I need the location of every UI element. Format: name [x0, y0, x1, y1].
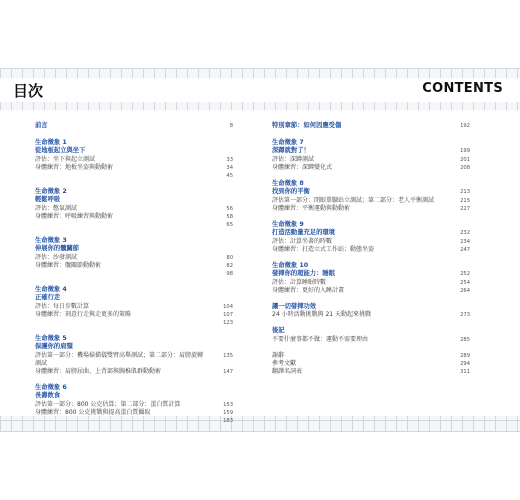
toc-entry-title: 生命徵象 8: [272, 179, 304, 187]
toc-entry[interactable]: [35, 254, 233, 262]
toc-entry[interactable]: [35, 311, 233, 319]
toc-heading[interactable]: [272, 122, 470, 131]
toc-heading[interactable]: [35, 122, 233, 131]
toc-entry-title: 後記: [272, 327, 285, 334]
toc-entry-title: 生命徵象 3: [35, 236, 67, 244]
toc-page-number: 199: [460, 148, 470, 154]
toc-heading[interactable]: [35, 147, 233, 156]
toc-heading[interactable]: [35, 245, 233, 254]
toc-heading[interactable]: [35, 188, 233, 197]
toc-entry[interactable]: [35, 270, 233, 278]
toc-entry[interactable]: [35, 417, 233, 425]
toc-section: [35, 384, 233, 425]
toc-entry[interactable]: [35, 172, 233, 180]
toc-heading[interactable]: [272, 147, 470, 156]
toc-entry[interactable]: [35, 352, 233, 368]
toc-page-number: 147: [223, 368, 233, 375]
toc-entry-title: 輕鬆呼吸: [35, 196, 61, 203]
toc-entry-title: 謝辭: [272, 351, 285, 359]
toc-entry-title: 生命徵象 10: [272, 261, 309, 269]
toc-entry-title: 評估第一部分：800 公克估算；第二部分：蛋白質計算: [35, 400, 181, 408]
toc-section: [272, 262, 470, 295]
toc-page-number: 252: [460, 271, 470, 277]
toc-heading[interactable]: [35, 343, 233, 352]
toc-entry-title: 長壽飲食: [35, 392, 61, 399]
toc-entry[interactable]: [272, 205, 470, 213]
toc-section: [35, 139, 233, 180]
toc-page-number: 285: [460, 336, 470, 343]
toc-section: [35, 335, 233, 376]
toc-page-number: 192: [460, 123, 470, 129]
toc-entry-title: 身體練習：髖關節動動術: [35, 261, 102, 269]
toc-entry-title: 評估：計算坐著的時數: [272, 237, 333, 245]
toc-page-number: 234: [460, 238, 470, 245]
toc-entry-title: 評估：計算睡眠時數: [272, 278, 327, 286]
toc-heading[interactable]: [35, 384, 233, 393]
toc-page-number: 183: [223, 417, 233, 424]
toc-page-number: 34: [226, 164, 233, 171]
toc-heading[interactable]: [272, 221, 470, 230]
toc-entry-title: 讓一切發揮功效: [272, 302, 317, 310]
toc-entry-title: 身體練習：打造立式工作站；動態坐姿: [272, 245, 375, 253]
toc-heading[interactable]: [272, 139, 470, 148]
toc-heading[interactable]: [272, 303, 470, 312]
toc-page-number: 56: [226, 205, 233, 212]
toc-entry-title: 生命徵象 5: [35, 334, 67, 342]
toc-page-number: 227: [460, 205, 470, 212]
toc-heading[interactable]: [272, 229, 470, 238]
toc-entry[interactable]: [35, 409, 233, 417]
toc-entry-title: 伸展你的髖關節: [35, 245, 80, 252]
toc-page-number: 98: [226, 270, 233, 277]
toc-heading[interactable]: [35, 237, 233, 246]
toc-entry[interactable]: [35, 221, 233, 229]
toc-entry[interactable]: [35, 401, 233, 409]
toc-page-number: 8: [229, 123, 233, 129]
toc-entry-title: 找到你的平衡: [272, 188, 310, 195]
toc-heading[interactable]: [272, 270, 470, 279]
toc-entry-title: 生命徵象 2: [35, 187, 67, 195]
toc-entry[interactable]: [35, 319, 233, 327]
toc-section: [272, 122, 470, 131]
toc-page-number: 311: [460, 368, 470, 375]
toc-entry[interactable]: [35, 156, 233, 164]
toc-section: [272, 303, 470, 320]
toc-page-number: 135: [223, 352, 233, 359]
right-column: [272, 122, 470, 384]
toc-entry[interactable]: [272, 279, 470, 287]
toc-entry-title: 評估第一部分：機場掃描儀雙臂高舉測試；第二部分：肩膀旋轉測試: [35, 351, 204, 367]
toc-entry-title: 身體練習：刻意行走與走更多的策略: [35, 310, 132, 318]
toc-entry-title: 特別章節：如何因應受傷: [272, 122, 342, 129]
toc-page-number: 294: [460, 360, 470, 367]
toc-page-number: 104: [223, 303, 233, 310]
title-english: CONTENTS: [422, 81, 503, 96]
toc-entry-title: 不要什麼事都不做：運動不需要理由: [272, 335, 369, 343]
toc-page-number: 264: [460, 287, 470, 294]
toc-page-number: 213: [460, 189, 470, 195]
toc-entry-title: 評估：憋氣測試: [35, 204, 78, 212]
toc-entry-title: 打造活動量充足的環境: [272, 229, 335, 236]
toc-section: [272, 180, 470, 213]
toc-page-number: 289: [460, 352, 470, 359]
toc-entry[interactable]: [35, 262, 233, 270]
toc-heading[interactable]: [272, 262, 470, 271]
toc-page-number: 58: [226, 213, 233, 220]
toc-section: [272, 327, 470, 344]
toc-entry-title: 生命徵象 6: [35, 383, 67, 391]
toc-page-number: 208: [460, 164, 470, 171]
toc-entry-title: 保護你的肩頸: [35, 343, 73, 350]
toc-entry-title: 評估：沙發測試: [35, 253, 78, 261]
toc-page-number: 33: [226, 156, 233, 163]
toc-page-number: 153: [223, 401, 233, 408]
toc-entry-title: 評估：坐下與起立測試: [35, 155, 96, 163]
toc-entry-title: 深蹲就對了！: [272, 147, 310, 154]
toc-entry[interactable]: [272, 352, 470, 360]
toc-page-number: 123: [223, 319, 233, 326]
toc-entry[interactable]: [35, 303, 233, 311]
toc-entry-title: 身體練習：肩膀屈曲、上背部與胸椎肌群動動術: [35, 367, 162, 375]
toc-section: [272, 221, 470, 254]
toc-entry[interactable]: [272, 311, 470, 319]
toc-entry[interactable]: [272, 246, 470, 254]
toc-section: [35, 286, 233, 327]
toc-heading[interactable]: [35, 139, 233, 148]
toc-entry[interactable]: [272, 156, 470, 164]
toc-page-number: 107: [223, 311, 233, 318]
contents-panel: [0, 110, 520, 424]
title-chinese: 目次: [13, 82, 44, 100]
toc-entry-title: 24 小時活動挑戰與 21 天動起來挑戰: [272, 311, 371, 318]
toc-entry[interactable]: [35, 368, 233, 376]
toc-entry-title: 前言: [35, 122, 48, 129]
toc-entry-title: 身體練習：地板坐姿與動動術: [35, 163, 114, 171]
toc-entry-title: 生命徵象 1: [35, 138, 67, 146]
toc-page-number: 201: [460, 156, 470, 163]
toc-page-number: 232: [460, 230, 470, 236]
toc-page-number: 159: [223, 409, 233, 416]
toc-entry[interactable]: [272, 164, 470, 172]
toc-section: [272, 352, 470, 376]
toc-entry-title: 評估：深蹲測試: [272, 155, 315, 163]
toc-entry-title: 身體練習：更好的入睡計畫: [272, 286, 345, 294]
toc-page-number: 254: [460, 279, 470, 286]
toc-entry[interactable]: [272, 238, 470, 246]
toc-heading[interactable]: [35, 294, 233, 303]
toc-entry-title: 身體練習：深蹲變化式: [272, 163, 333, 171]
toc-section: [35, 237, 233, 278]
toc-heading[interactable]: [272, 180, 470, 189]
toc-page-number: 80: [226, 254, 233, 261]
toc-page-number: 45: [226, 172, 233, 179]
toc-entry-title: 發揮你的超能力：睡眠: [272, 270, 335, 277]
toc-page-number: 65: [226, 221, 233, 228]
toc-page-number: 82: [226, 262, 233, 269]
toc-entry[interactable]: [272, 287, 470, 295]
toc-entry[interactable]: [35, 205, 233, 213]
toc-page-number: 273: [460, 312, 470, 318]
toc-entry[interactable]: [35, 164, 233, 172]
toc-entry-title: 生命徵象 9: [272, 220, 304, 228]
toc-heading[interactable]: [35, 392, 233, 401]
toc-page-number: 215: [460, 197, 470, 204]
toc-heading[interactable]: [35, 335, 233, 344]
toc-entry-title: 身體練習：800 公克挑戰與提高蛋白質攝取: [35, 408, 151, 416]
toc-entry-title: 正確行走: [35, 294, 61, 301]
toc-entry-title: 身體練習：平衡運動與動動術: [272, 204, 351, 212]
toc-heading[interactable]: [272, 188, 470, 197]
toc-entry[interactable]: [272, 368, 470, 376]
toc-entry-title: 生命徵象 7: [272, 138, 304, 146]
toc-entry-title: 翻譯名詞表: [272, 367, 303, 375]
toc-entry-title: 參考文獻: [272, 359, 297, 367]
toc-section: [272, 139, 470, 172]
left-column: [35, 122, 233, 433]
toc-entry[interactable]: [35, 213, 233, 221]
toc-page-number: 247: [460, 246, 470, 253]
toc-entry-title: 身體練習：呼吸練習與動動術: [35, 212, 114, 220]
toc-entry-title: 從地板起立與坐下: [35, 147, 86, 154]
toc-entry-title: 評估第一部分：閉眼單腳站立測試；第二部分：老人平衡測試: [272, 196, 435, 204]
toc-heading[interactable]: [35, 196, 233, 205]
toc-section: [35, 122, 233, 131]
toc-entry[interactable]: [272, 336, 470, 344]
toc-heading[interactable]: [35, 286, 233, 295]
toc-section: [35, 188, 233, 229]
toc-entry[interactable]: [272, 360, 470, 368]
toc-entry[interactable]: [272, 197, 470, 205]
toc-entry-title: 生命徵象 4: [35, 285, 67, 293]
toc-entry-title: 評估：每日步數計算: [35, 302, 90, 310]
toc-heading[interactable]: [272, 327, 470, 336]
